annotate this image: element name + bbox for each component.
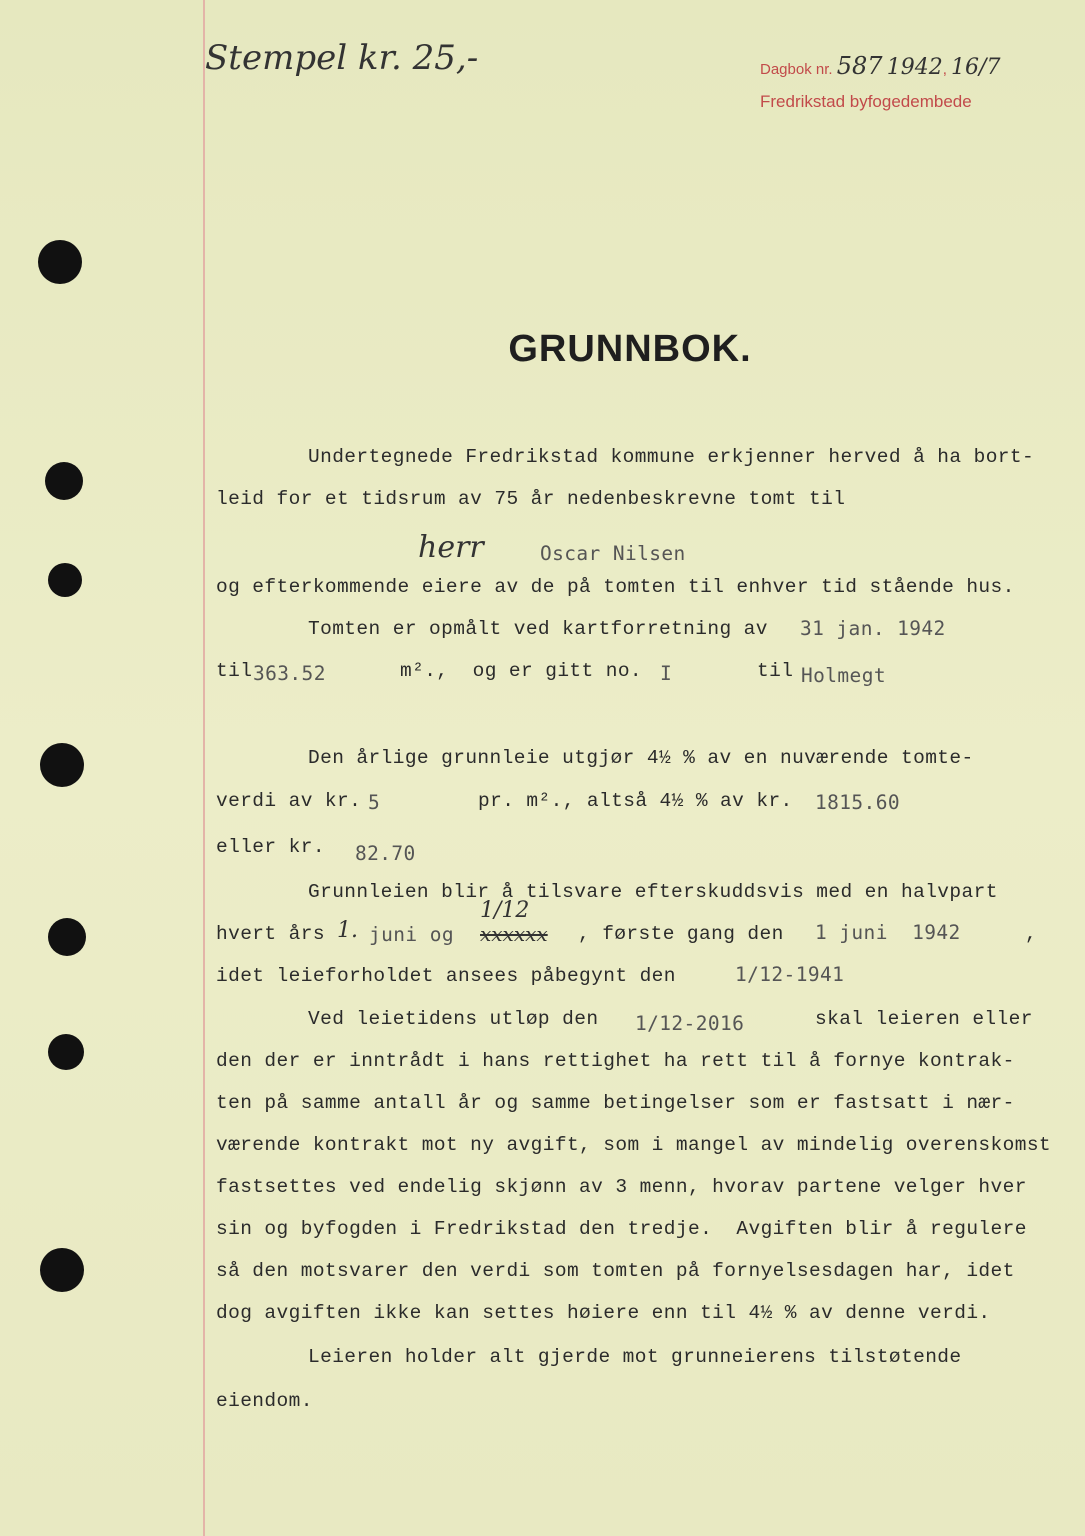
body-line: Tomten er opmålt ved kartforretning av [308,618,768,640]
body-line: til [757,660,794,682]
body-line: den der er inntrådt i hans rettighet ha rett til å fornye kontrak- [216,1050,1015,1072]
body-line: så den motsvarer den verdi som tomten på fornyelsesdagen har, idet [216,1260,1015,1282]
body-line: sin og byfogden i Fredrikstad den tredje. Avgiften blir å regulere [216,1218,1027,1240]
binder-hole [48,918,86,956]
lease-end-date: 1/12-2016 [635,1012,745,1035]
body-line: Den årlige grunnleie utgjør 4½ % av en nuværende tomte- [308,747,974,769]
binder-hole [45,462,83,500]
body-line: , første gang den [578,923,784,945]
binder-hole [48,563,82,597]
handwritten-day: 1. [337,918,358,943]
lease-start-date: 1/12-1941 [735,963,845,986]
body-line: Undertegnede Fredrikstad kommune erkjenner herved å ha bort- [308,446,1035,468]
body-line: eiendom. [216,1390,313,1412]
body-line: Grunnleien blir å tilsvare efterskuddsvis med en halvpart [308,881,998,903]
annual-rent: 82.70 [355,842,416,865]
body-line: dog avgiften ikke kan settes høiere enn til 4½ % av denne verdi. [216,1302,991,1324]
body-line: til [216,660,253,682]
body-line: idet leieforholdet ansees påbegynt den [216,965,676,987]
price-per-m2: 5 [368,791,381,814]
struck-out-text: xxxxxx [480,922,548,946]
body-line: m²., og er gitt no. [400,660,643,682]
lessee-name: Oscar Nilsen [540,542,686,565]
first-payment-date: 1 juni 1942 [815,921,961,944]
body-line: pr. m²., altså 4½ % av kr. [478,790,793,812]
red-margin-line [203,0,205,1536]
diary-date: 16/7 [951,55,1001,80]
body-line: verdi av kr. [216,790,362,812]
body-line: skal leieren eller [815,1008,1033,1030]
plot-number: I [660,662,673,685]
body-line: Leieren holder alt gjerde mot grunneierens tilstøtende [308,1346,962,1368]
survey-date: 31 jan. 1942 [800,617,946,640]
binder-hole [48,1034,84,1070]
body-line: og efterkommende eiere av de på tomten til enhver tid stående hus. [216,576,1015,598]
body-line: eller kr. [216,836,325,858]
body-line: , [1025,923,1038,945]
diary-stamp: Dagbok nr. 587 1942, 16/7 [760,52,1001,80]
diary-label: Dagbok nr. [760,61,833,78]
binder-hole [38,240,82,284]
office-stamp: Fredrikstad byfogedembede [760,92,972,111]
salutation-handwriting: herr [418,530,484,565]
plot-area: 363.52 [253,662,326,685]
body-line: juni og [369,923,454,946]
body-line: fastsettes ved endelig skjønn av 3 menn, hvorav partene velger hver [216,1176,1027,1198]
stamp-fee-handwriting: Stempel kr. 25,- [205,38,479,78]
body-line: hvert års [216,923,325,945]
diary-year: 1942 [886,55,943,80]
handwritten-date: 1/12 [480,898,530,923]
body-line: leid for et tidsrum av 75 år nedenbeskrevne tomt til [216,488,846,510]
body-line: værende kontrakt mot ny avgift, som i mangel av mindelig overenskomst [216,1134,1052,1156]
street-name: Holmegt [801,664,886,687]
total-value: 1815.60 [815,791,900,814]
body-line: Ved leietidens utløp den [308,1008,599,1030]
binder-hole [40,743,84,787]
binder-hole [40,1248,84,1292]
body-line: ten på samme antall år og samme betingelser som er fastsatt i nær- [216,1092,1015,1114]
document-title: GRUNNBOK. [508,328,752,370]
diary-number: 587 [836,52,883,80]
